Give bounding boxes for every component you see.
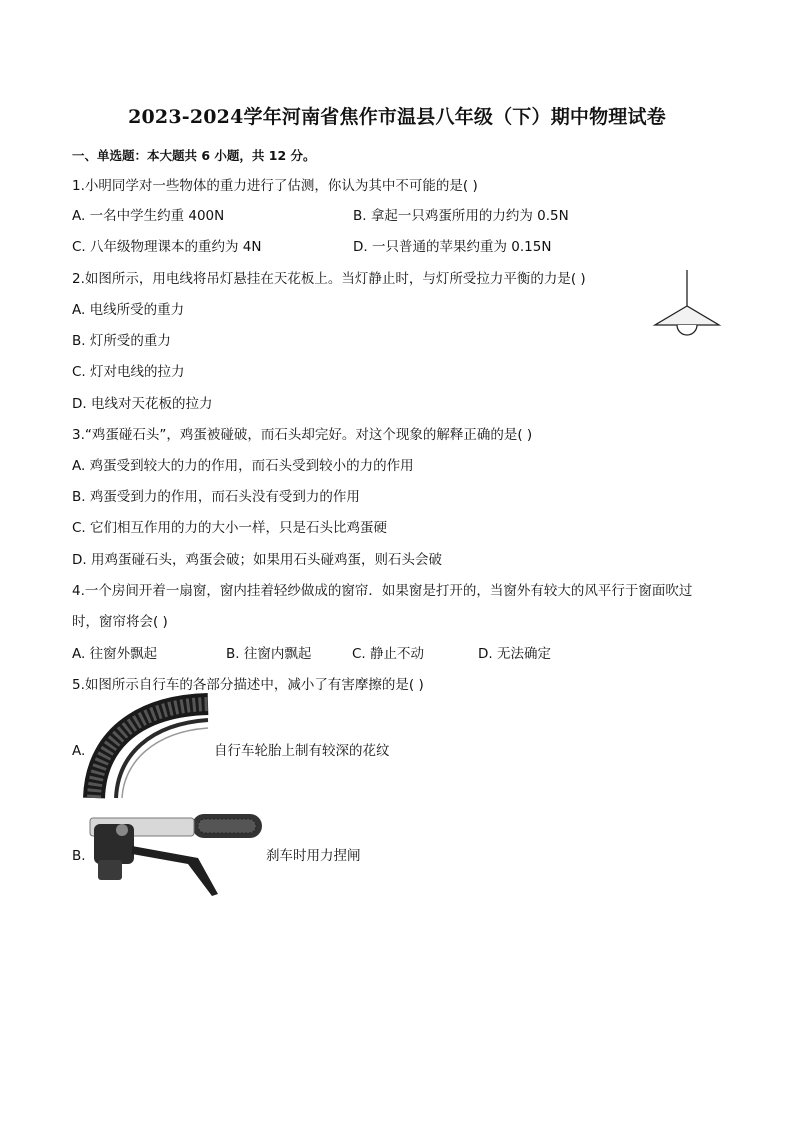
q1-option-c: C. 八年级物理课本的重约为 4N [72,239,262,255]
q1-option-d: D. 一只普通的苹果约重为 0.15N [353,239,552,255]
bike-tire-icon [88,700,210,798]
q5-option-b-letter: B. [72,848,86,864]
q1-option-b: B. 拿起一只鸡蛋所用的力约为 0.5N [353,208,569,224]
q4-option-d: D. 无法确定 [478,646,551,662]
q5-option-b-text: 刹车时用力捏闸 [266,848,361,864]
question-3-text: 3.“鸡蛋碰石头”，鸡蛋被碰破，而石头却完好。对这个现象的解释正确的是( ) [72,427,533,443]
q2-option-a: A. 电线所受的重力 [72,302,185,318]
q3-option-c: C. 它们相互作用的力的大小一样，只是石头比鸡蛋硬 [72,520,388,536]
q1-option-a: A. 一名中学生约重 400N [72,208,225,224]
question-4-text-line1: 4.一个房间开着一扇窗，窗内挂着轻纱做成的窗帘．如果窗是打开的，当窗外有较大的风平行于窗面吹过 [72,583,693,599]
q5-option-a-text: 自行车轮胎上制有较深的花纹 [214,743,390,759]
q2-option-c: C. 灯对电线的拉力 [72,364,185,380]
q5-option-a-letter: A. [72,743,86,759]
q4-option-b: B. 往窗内飘起 [226,646,312,662]
q2-option-b: B. 灯所受的重力 [72,333,171,349]
brake-lever-icon [88,810,264,898]
hanging-lamp-icon [652,270,722,340]
question-1-text: 1.小明同学对一些物体的重力进行了估测，你认为其中不可能的是( ) [72,178,478,194]
q3-option-d: D. 用鸡蛋碰石头，鸡蛋会破；如果用石头碰鸡蛋，则石头会破 [72,552,442,568]
question-2-text: 2.如图所示，用电线将吊灯悬挂在天花板上。当灯静止时，与灯所受拉力平衡的力是( ) [72,271,586,287]
question-4-text-line2: 时，窗帘将会( ) [72,614,168,630]
page-title: 2023-2024学年河南省焦作市温县八年级（下）期中物理试卷 [128,106,666,128]
q2-option-d: D. 电线对天花板的拉力 [72,396,213,412]
q4-option-a: A. 往窗外飘起 [72,646,158,662]
q4-option-c: C. 静止不动 [352,646,425,662]
q3-option-b: B. 鸡蛋受到力的作用，而石头没有受到力的作用 [72,489,360,505]
section-header: 一、单选题：本大题共 6 小题，共 12 分。 [72,148,316,163]
question-5-text: 5.如图所示自行车的各部分描述中，减小了有害摩擦的是( ) [72,677,424,693]
q3-option-a: A. 鸡蛋受到较大的力的作用，而石头受到较小的力的作用 [72,458,414,474]
